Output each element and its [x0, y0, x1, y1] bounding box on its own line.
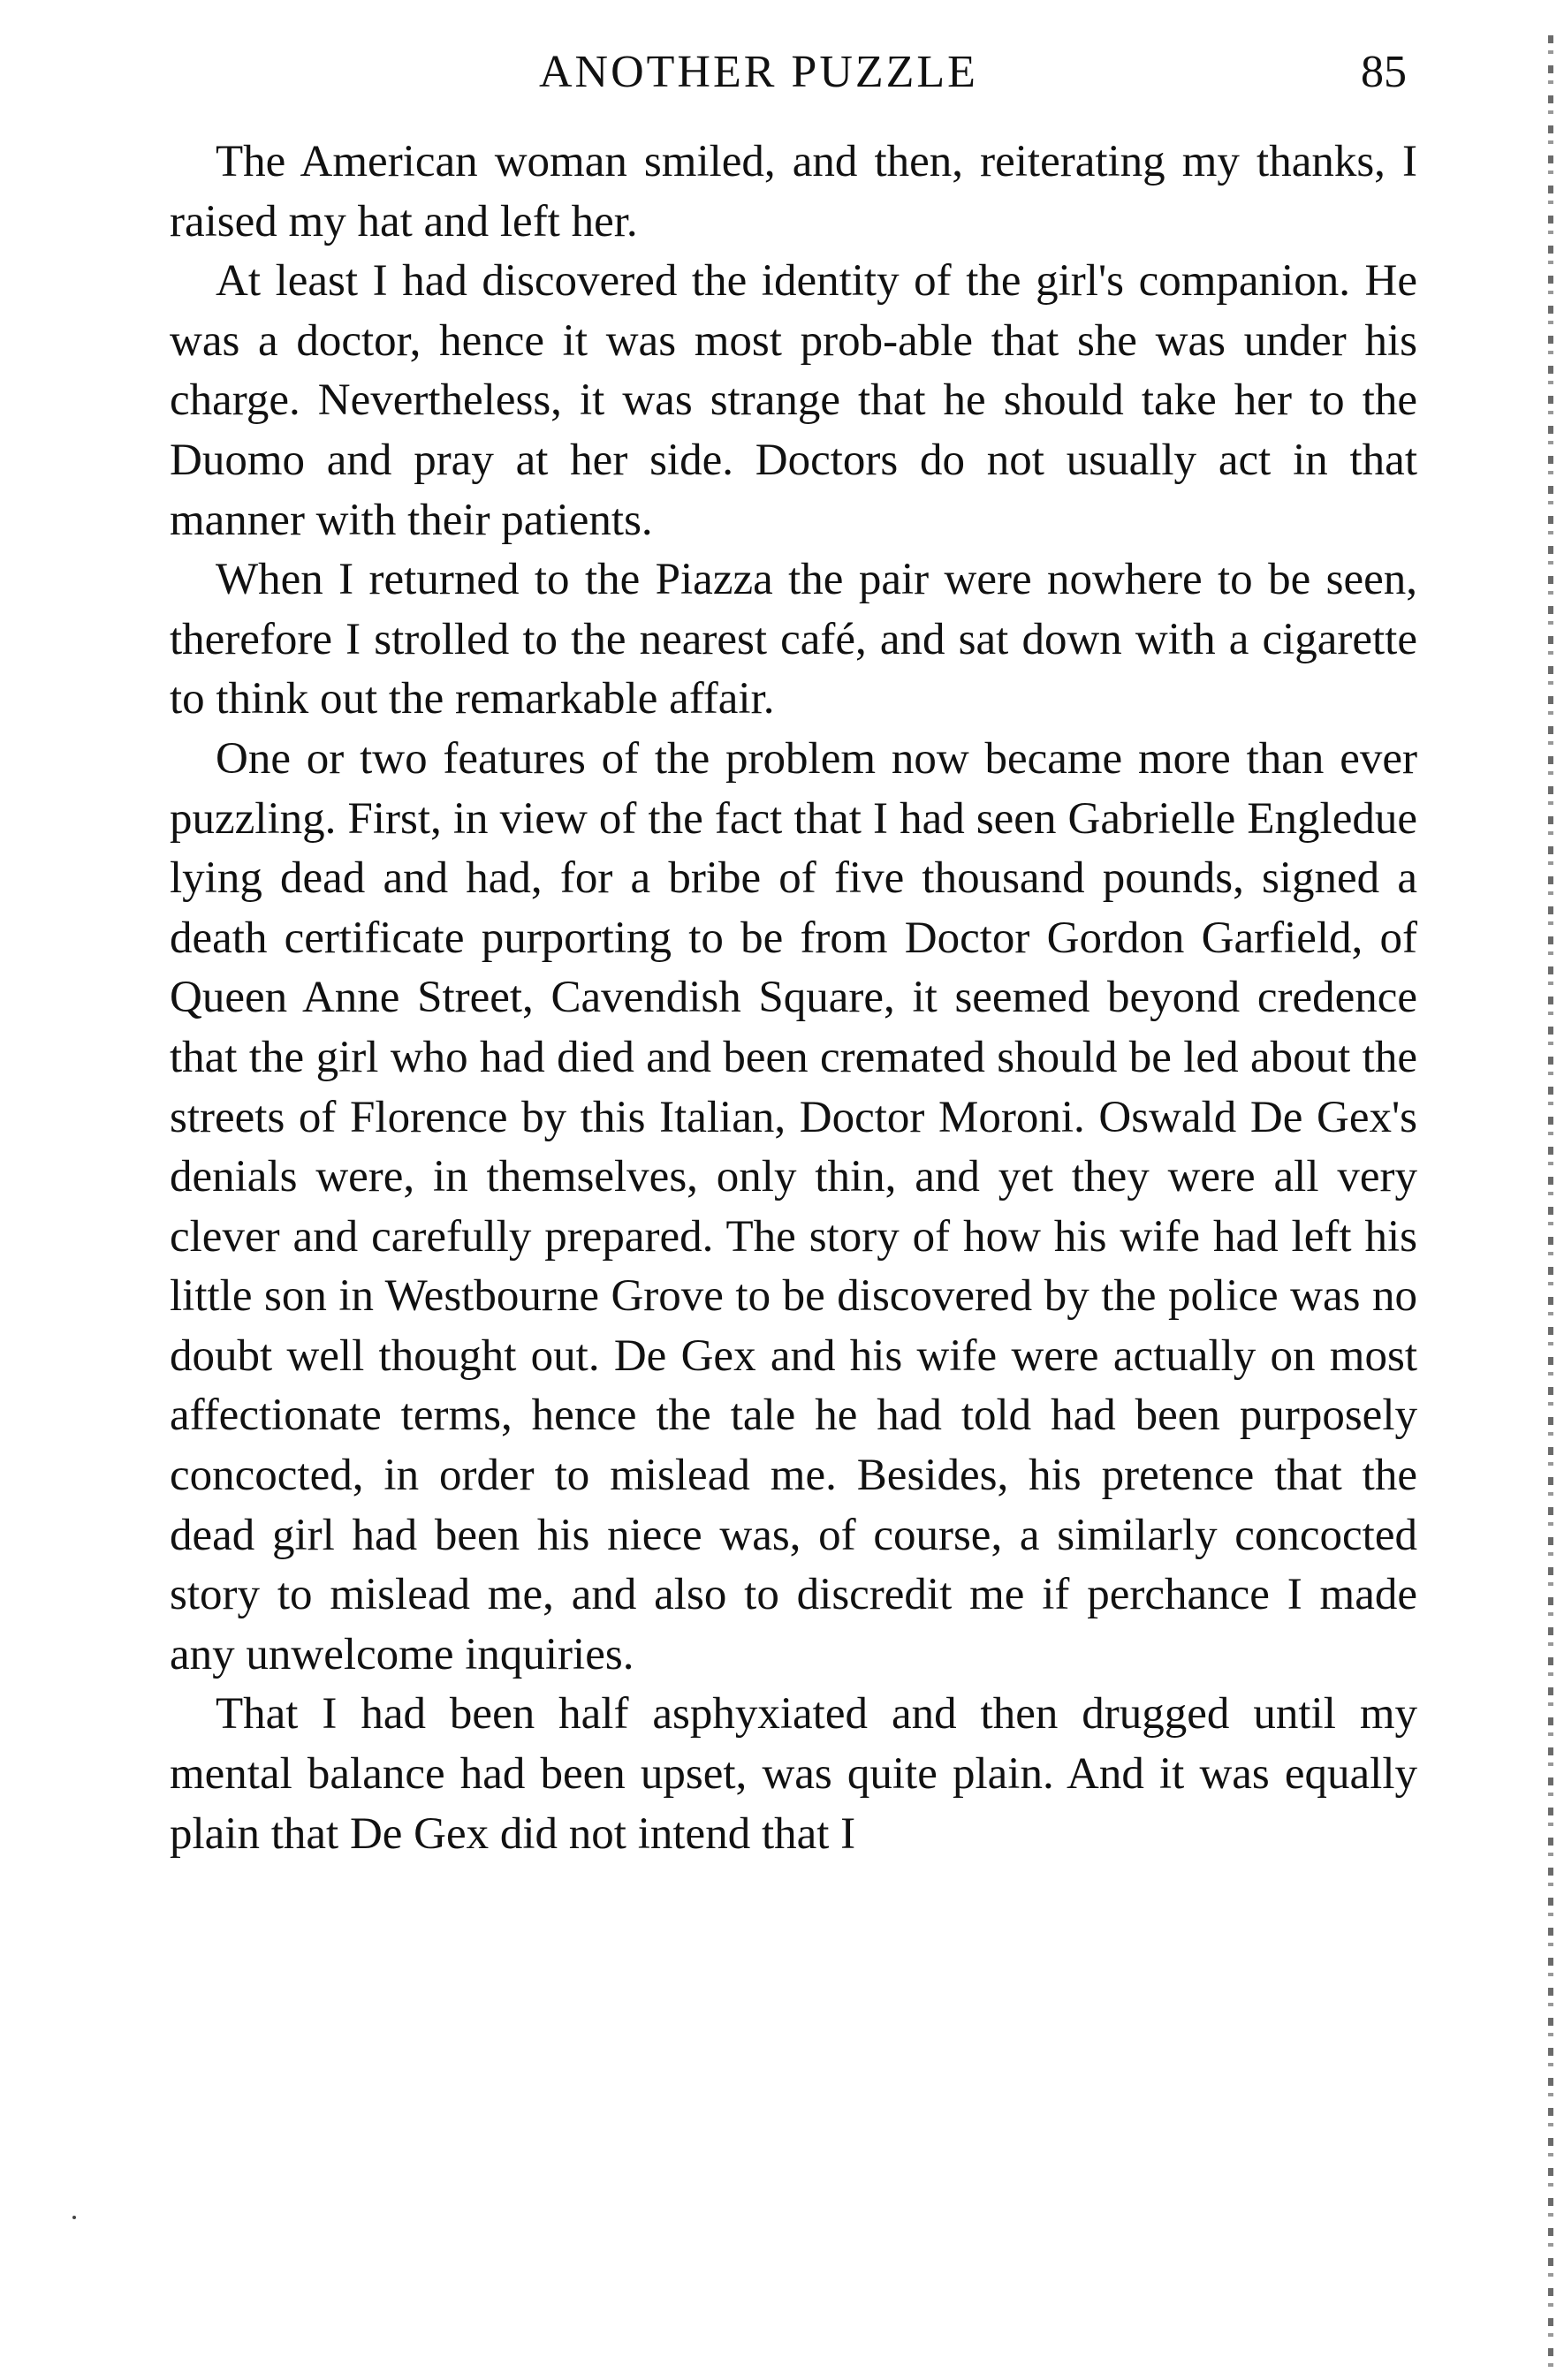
- paragraph-1: The American woman smiled, and then, reiterating my thanks, I raised my hat and left her.: [170, 137, 1417, 246]
- page-number: 85: [1361, 47, 1407, 97]
- body-text: [170, 133, 1417, 1864]
- paragraph-2: At least I had discovered the identity of the girl's companion. He was a doctor, hence it was most prob-able that she was under his charge. Nevertheless, it was strange that he should take her to the Duomo and pray at her side. Doctors do not usually act in that manner with their patients.: [170, 256, 1417, 545]
- paragraph-4: One or two features of the problem now became more than ever puzzling. First, in view of the fact that I had seen Gabrielle Engledue lying dead and had, for a bribe of five thousand pounds, signed a death certificate purporting to be from Doctor Gordon Garfield, of Queen Anne Street, Cavendish Square, it seemed beyond credence that the girl who had died and been cremated should be led about the streets of Florence by this Italian, Doctor Moroni. Oswald De Gex's denials were, in themselves, only thin, and yet they were all very clever and carefully prepared. The story of how his wife had left his little son in Westbourne Grove to be discovered by the police was no doubt well thought out. De Gex and his wife were actually on most affectionate terms, hence the tale he had told had been purposely concocted, in order to mislead me. Besides, his pretence that the dead girl had been his niece was, of course, a similarly concocted story to mislead me, and also to discredit me if perchance I made any unwelcome inquiries.: [170, 733, 1417, 1679]
- page-header: [0, 46, 1564, 99]
- scanned-page-edge: [1548, 35, 1553, 2368]
- scan-speck: [72, 2216, 76, 2219]
- paragraph-3: When I returned to the Piazza the pair were nowhere to be seen, therefore I strolled to the nearest café, and sat down with a cigarette to think out the remarkable affair.: [170, 555, 1417, 724]
- running-title: ANOTHER PUZZLE: [539, 47, 978, 97]
- paragraph-5: That I had been half asphyxiated and then drugged until my mental balance had been upset, was quite plain. And it was equally plain that De Gex did not intend that I: [170, 1689, 1417, 1859]
